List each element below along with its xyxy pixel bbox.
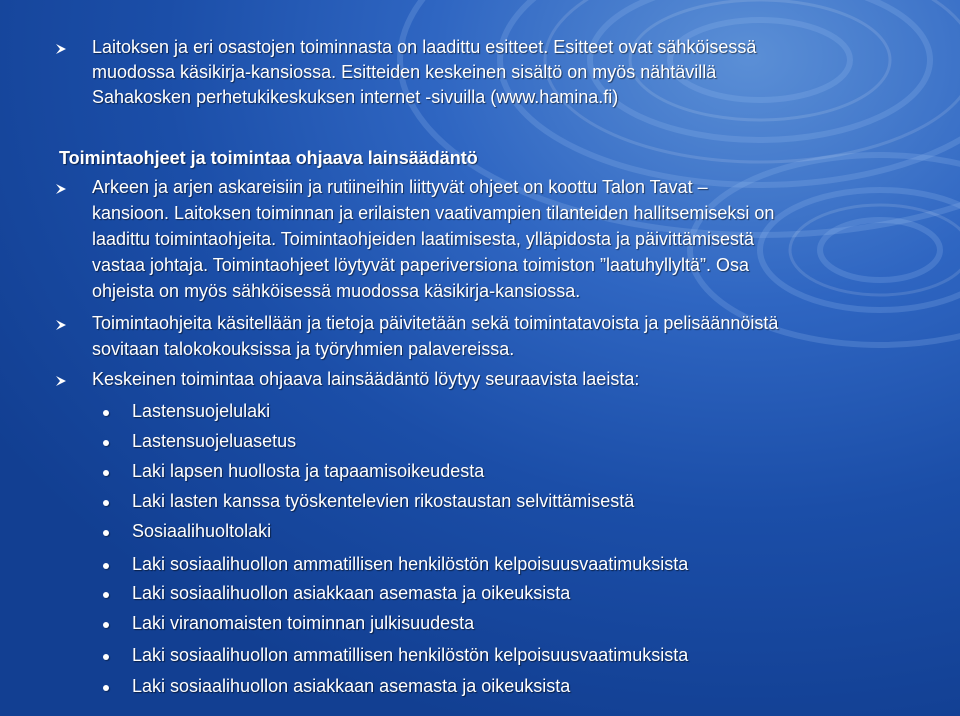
paragraph2-line: laadittu toimintaohjeita. Toimintaohjeiden laatimisesta, ylläpidosta ja päivittämisestä — [92, 229, 755, 249]
round-bullet-icon — [103, 530, 109, 536]
paragraph3-line: sovitaan talokokouksissa ja työryhmien palavereissa. — [92, 339, 515, 359]
round-bullet-icon — [103, 592, 109, 598]
arrow-bullet-icon — [54, 318, 68, 332]
paragraph2-line: vastaa johtaja. Toimintaohjeet löytyvät paperiversiona toimiston ”laatuhyllyltä”. Osa — [92, 255, 749, 275]
round-bullet-icon — [103, 470, 109, 476]
law-list-item: Laki viranomaisten toiminnan julkisuudesta — [132, 613, 475, 633]
law-list-item: Laki lapsen huollosta ja tapaamisoikeudesta — [132, 461, 485, 481]
round-bullet-icon — [103, 440, 109, 446]
law-list-item: Laki lasten kanssa työskentelevien rikostaustan selvittämisestä — [132, 491, 635, 511]
round-bullet-icon — [103, 654, 109, 660]
arrow-bullet-icon — [54, 42, 68, 56]
paragraph2-line: kansioon. Laitoksen toiminnan ja erilaisten vaativampien tilanteiden hallitsemiseksi on — [92, 203, 775, 223]
round-bullet-icon — [103, 500, 109, 506]
law-list-item: Laki sosiaalihuollon ammatillisen henkilöstön kelpoisuusvaatimuksista — [132, 645, 689, 665]
law-list-item: Sosiaalihuoltolaki — [132, 521, 272, 541]
paragraph1-line: muodossa käsikirja-kansiossa. Esitteiden keskeinen sisältö on myös nähtävillä — [92, 62, 717, 82]
paragraph3-line: Toimintaohjeita käsitellään ja tietoja päivitetään sekä toimintatavoista ja pelisäännöistä — [92, 313, 779, 333]
round-bullet-icon — [103, 685, 109, 691]
law-list-item: Laki sosiaalihuollon asiakkaan asemasta ja oikeuksista — [132, 583, 571, 603]
arrow-bullet-icon — [54, 374, 68, 388]
law-list-item: Lastensuojelulaki — [132, 401, 271, 421]
section-heading: Toimintaohjeet ja toimintaa ohjaava lainsäädäntö — [59, 148, 478, 168]
paragraph2-line: ohjeista on myös sähköisessä muodossa käsikirja-kansiossa. — [92, 281, 581, 301]
paragraph2-line: Arkeen ja arjen askareisiin ja rutiineihin liittyvät ohjeet on koottu Talon Tavat – — [92, 177, 708, 197]
paragraph4-line: Keskeinen toimintaa ohjaava lainsäädäntö löytyy seuraavista laeista: — [92, 369, 640, 389]
round-bullet-icon — [103, 410, 109, 416]
arrow-bullet-icon — [54, 182, 68, 196]
paragraph1-line: Laitoksen ja eri osastojen toiminnasta on laadittu esitteet. Esitteet ovat sähköisessä — [92, 37, 757, 57]
round-bullet-icon — [103, 563, 109, 569]
round-bullet-icon — [103, 622, 109, 628]
paragraph1-line: Sahakosken perhetukikeskuksen internet -sivuilla (www.hamina.fi) — [92, 87, 619, 107]
law-list-item: Laki sosiaalihuollon ammatillisen henkilöstön kelpoisuusvaatimuksista — [132, 554, 689, 574]
law-list-item: Lastensuojeluasetus — [132, 431, 297, 451]
law-list-item: Laki sosiaalihuollon asiakkaan asemasta ja oikeuksista — [132, 676, 571, 696]
